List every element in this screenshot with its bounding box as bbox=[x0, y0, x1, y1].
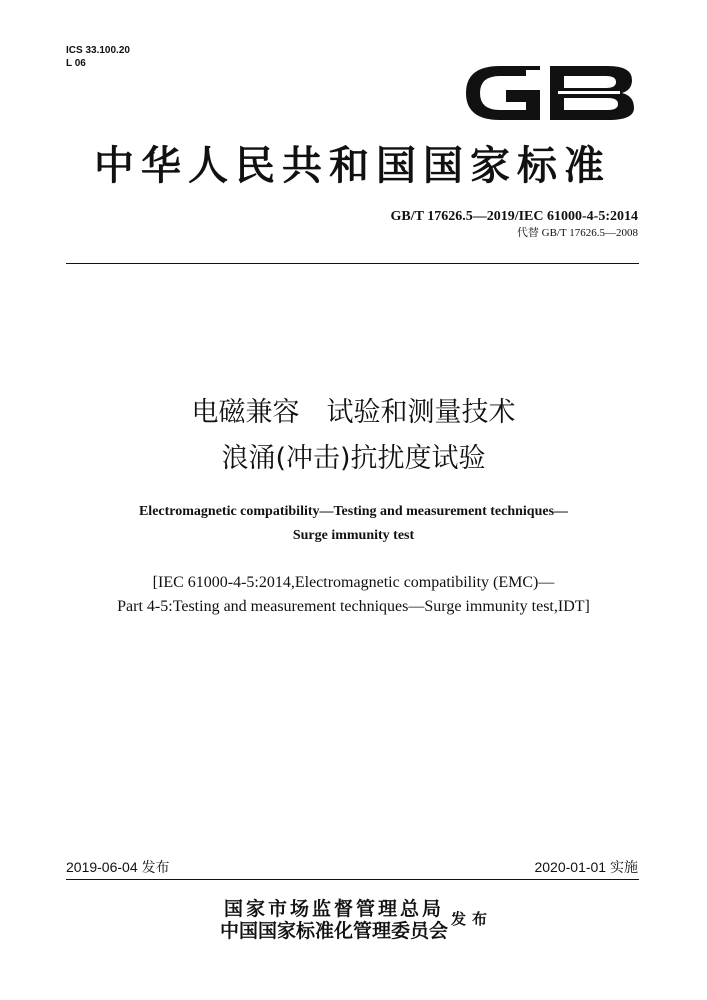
ics-code: ICS 33.100.20 bbox=[66, 45, 130, 56]
ccs-code: L 06 bbox=[66, 58, 86, 69]
iec-reference-line-2: Part 4-5:Testing and measurement techniques—Surge immunity test,IDT] bbox=[117, 598, 590, 615]
issuer-sac: 中国国家标准化管理委员会 bbox=[219, 920, 448, 942]
implementation-date: 2020-01-01 实施 bbox=[534, 859, 638, 875]
publish-label: 发布 bbox=[451, 910, 494, 928]
footer-divider bbox=[66, 879, 639, 880]
iec-reference-line-1: [IEC 61000-4-5:2014,Electromagnetic compatibility (EMC)— bbox=[152, 574, 555, 591]
english-title-line-2: Surge immunity test bbox=[292, 528, 415, 543]
issue-date: 2019-06-04 发布 bbox=[66, 859, 170, 875]
header-divider bbox=[66, 263, 639, 264]
replaces-standard: 代替 GB/T 17626.5—2008 bbox=[516, 227, 638, 239]
gb-logo-icon bbox=[458, 58, 638, 128]
chinese-title-line-1: 电磁兼容 试验和测量技术 bbox=[191, 397, 516, 428]
standard-number bbox=[391, 207, 638, 225]
national-standard-heading: 中华人民共和国国家标准 bbox=[94, 142, 611, 189]
english-title-line-1: Electromagnetic compatibility—Testing and measurement techniques— bbox=[138, 504, 569, 519]
issuer-samr: 国家市场监督管理总局 bbox=[223, 898, 444, 920]
standard-number-text: GB/T 17626.5—2019/IEC 61000-4-5:2014 bbox=[390, 209, 638, 224]
chinese-title-line-2: 浪涌(冲击)抗扰度试验 bbox=[221, 443, 486, 474]
